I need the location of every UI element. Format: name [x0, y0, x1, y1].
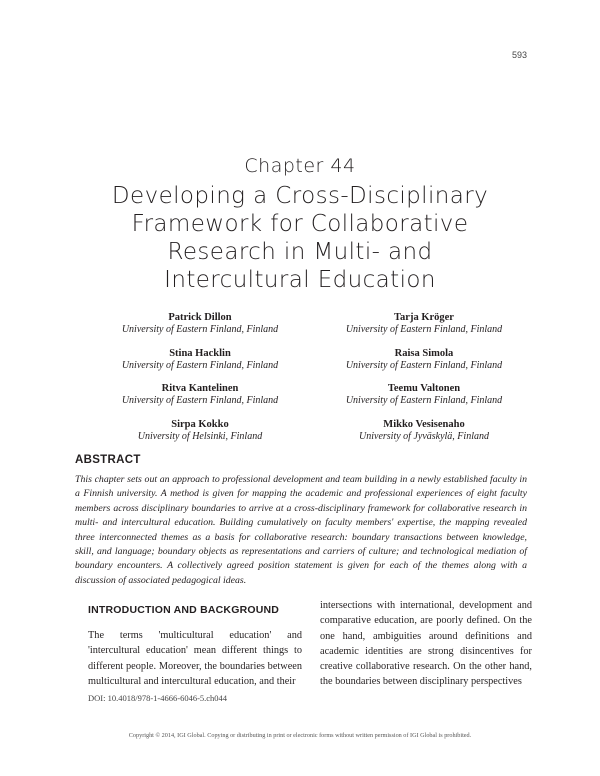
author-name: Patrick Dillon	[168, 312, 232, 323]
doi: DOI: 10.4018/978-1-4666-6046-5.ch044	[88, 693, 228, 703]
section-heading: INTRODUCTION AND BACKGROUND	[88, 604, 280, 616]
title-line: Intercultural Education	[164, 267, 436, 293]
author-block	[80, 347, 320, 372]
body-column-right: intersections with international, development and comparative education, are poorly defined. On the one hand, ambiguities around definitions and academic identities are strong disincentives for creative collaborative research. On the other hand, the boundaries between disciplinary perspectives	[320, 600, 532, 688]
title-line: Framework for Collaborative	[131, 211, 469, 237]
author-affiliation: University of Helsinki, Finland	[137, 431, 263, 442]
author-block	[80, 311, 320, 336]
author-name: Tarja Kröger	[394, 312, 454, 323]
author-block	[304, 311, 544, 336]
author-name: Sirpa Kokko	[171, 419, 229, 430]
body-column-left: The terms 'multicultural education' and 'intercultural education' mean different things to different people. Moreover, the boundaries between multicultural and intercultural education, and their	[88, 630, 302, 687]
author-block	[80, 382, 320, 407]
author-affiliation: University of Eastern Finland, Finland	[345, 324, 503, 335]
author-affiliation: University of Jyväskylä, Finland	[359, 431, 489, 442]
copyright-notice: Copyright © 2014, IGI Global. Copying or distributing in print or electronic forms without written permission of IGI Global is prohibited.	[128, 732, 472, 739]
author-block	[304, 418, 544, 443]
author-affiliation: University of Eastern Finland, Finland	[345, 360, 503, 371]
abstract-text: This chapter sets out an approach to professional development and team building in a newly established faculty in a Finnish university. A method is given for mapping the academic and professional experiences of eight faculty members across disciplinary boundaries to arrive at a cross-disciplinary framework for collaborative research in multi- and intercultural education. Building cumulatively on faculty members' expertise, the mapping revealed three interconnected themes as a basis for collaborative research: boundary transactions between knowledge, skill, and language; boundary objects as representations and carriers of culture; and technological mediation of boundary encounters. A collectively agreed position statement is given for each of the themes along with a discussion of associated pedagogical ideas.	[75, 474, 527, 586]
title-line: Developing a Cross-Disciplinary	[111, 183, 489, 209]
author-block	[304, 347, 544, 372]
author-affiliation: University of Eastern Finland, Finland	[121, 324, 279, 335]
page-number: 593	[511, 50, 527, 60]
author-block	[304, 382, 544, 407]
chapter-title	[60, 182, 540, 294]
author-name: Mikko Vesisenaho	[383, 419, 465, 430]
author-name: Ritva Kantelinen	[161, 383, 239, 394]
author-name: Stina Hacklin	[169, 348, 231, 359]
author-affiliation: University of Eastern Finland, Finland	[121, 395, 279, 406]
author-block	[80, 418, 320, 443]
title-line: Research in Multi- and	[167, 239, 433, 265]
author-affiliation: University of Eastern Finland, Finland	[121, 360, 279, 371]
author-name: Raisa Simola	[394, 348, 454, 359]
abstract-heading: ABSTRACT	[75, 454, 141, 466]
author-affiliation: University of Eastern Finland, Finland	[345, 395, 503, 406]
chapter-label: Chapter 44	[244, 155, 356, 177]
author-name: Teemu Valtonen	[387, 383, 461, 394]
